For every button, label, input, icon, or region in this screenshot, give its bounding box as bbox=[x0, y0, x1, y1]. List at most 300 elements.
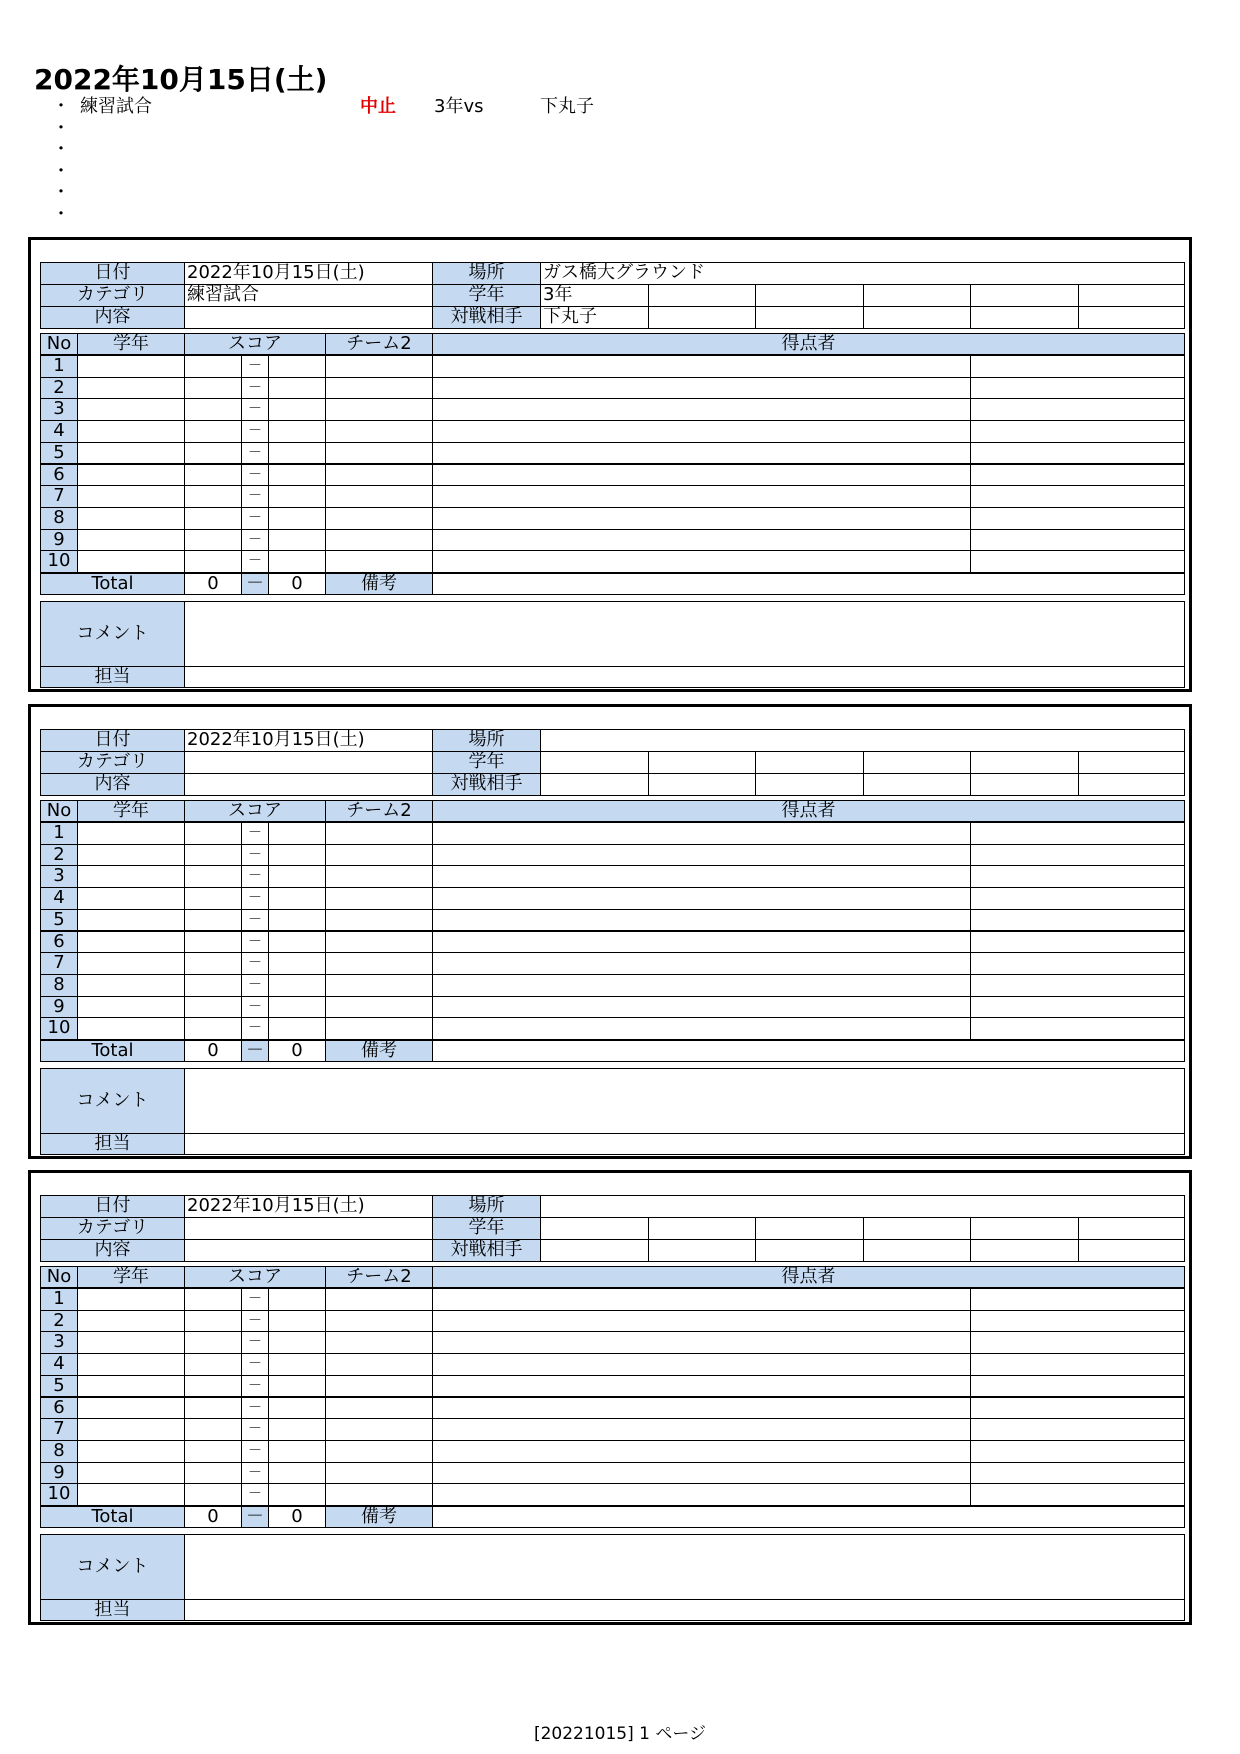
score-right-cell[interactable] bbox=[268, 377, 326, 400]
content-value[interactable] bbox=[184, 773, 433, 796]
score-right-cell[interactable] bbox=[268, 550, 326, 573]
opponent-extra-cell[interactable] bbox=[863, 306, 971, 329]
team2-cell[interactable] bbox=[325, 865, 433, 888]
comment-value[interactable] bbox=[184, 601, 1185, 667]
category-label: カテゴリ bbox=[40, 751, 185, 774]
scorer-cell[interactable] bbox=[432, 887, 971, 910]
grade-cell[interactable] bbox=[77, 1017, 185, 1040]
content-value[interactable] bbox=[184, 1239, 433, 1262]
grade-cell[interactable] bbox=[77, 887, 185, 910]
scorer-cell[interactable] bbox=[432, 865, 971, 888]
team2-cell[interactable] bbox=[325, 952, 433, 975]
opponent-extra-cell[interactable] bbox=[970, 773, 1079, 796]
score-right-cell[interactable] bbox=[268, 1288, 326, 1311]
team2-cell[interactable] bbox=[325, 1310, 433, 1333]
opponent-label: 対戦相手 bbox=[432, 1239, 541, 1262]
category-value[interactable]: 練習試合 bbox=[184, 284, 433, 307]
team2-cell[interactable] bbox=[325, 931, 433, 954]
grade-cell[interactable] bbox=[77, 996, 185, 1019]
score-dash: － bbox=[241, 1310, 269, 1333]
score-dash: － bbox=[241, 1483, 269, 1506]
score-left-cell[interactable] bbox=[184, 1310, 242, 1333]
score-dash: － bbox=[241, 1462, 269, 1485]
scorer-cell[interactable] bbox=[432, 420, 971, 443]
scorer-cell[interactable] bbox=[432, 355, 971, 378]
score-left-cell[interactable] bbox=[184, 420, 242, 443]
grade-cell[interactable] bbox=[77, 952, 185, 975]
scorer-extra-cell[interactable] bbox=[970, 355, 1185, 378]
content-value[interactable] bbox=[184, 306, 433, 329]
grade-value[interactable] bbox=[540, 1217, 649, 1240]
opponent-extra-cell[interactable] bbox=[1078, 1239, 1185, 1262]
team2-cell[interactable] bbox=[325, 355, 433, 378]
score-right-cell[interactable] bbox=[268, 1462, 326, 1485]
scorer-extra-cell[interactable] bbox=[970, 420, 1185, 443]
no-header: No bbox=[40, 1266, 78, 1288]
remarks-label: 備考 bbox=[325, 573, 433, 595]
grade-cell[interactable] bbox=[77, 442, 185, 465]
opponent-value[interactable]: 下丸子 bbox=[540, 306, 649, 329]
team2-cell[interactable] bbox=[325, 507, 433, 530]
score-right-cell[interactable] bbox=[268, 485, 326, 508]
team2-cell[interactable] bbox=[325, 529, 433, 552]
scorer-extra-cell[interactable] bbox=[970, 931, 1185, 954]
scorer-cell[interactable] bbox=[432, 1353, 971, 1376]
score-left-cell[interactable] bbox=[184, 974, 242, 997]
date-label: 日付 bbox=[40, 729, 185, 752]
opponent-extra-cell[interactable] bbox=[648, 773, 756, 796]
bullet-list bbox=[52, 96, 852, 225]
scorer-cell[interactable] bbox=[432, 952, 971, 975]
score-left-cell[interactable] bbox=[184, 952, 242, 975]
score-dash: － bbox=[241, 865, 269, 888]
scorer-extra-cell[interactable] bbox=[970, 1418, 1185, 1441]
scorer-extra-cell[interactable] bbox=[970, 1017, 1185, 1040]
scorer-extra-cell[interactable] bbox=[970, 442, 1185, 465]
date-label: 日付 bbox=[40, 262, 185, 285]
no-header: No bbox=[40, 333, 78, 355]
score-right-cell[interactable] bbox=[268, 420, 326, 443]
score-right-cell[interactable] bbox=[268, 865, 326, 888]
scorer-cell[interactable] bbox=[432, 1017, 971, 1040]
scorer-cell[interactable] bbox=[432, 377, 971, 400]
score-dash: － bbox=[241, 952, 269, 975]
score-left-cell[interactable] bbox=[184, 1017, 242, 1040]
grade-cell[interactable] bbox=[77, 1310, 185, 1333]
scorer-cell[interactable] bbox=[432, 996, 971, 1019]
grade-extra-cell[interactable] bbox=[755, 1217, 864, 1240]
scorer-cell[interactable] bbox=[432, 1331, 971, 1354]
team2-cell[interactable] bbox=[325, 887, 433, 910]
row-number: 7 bbox=[40, 1418, 78, 1441]
grade-cell[interactable] bbox=[77, 550, 185, 573]
team2-cell[interactable] bbox=[325, 822, 433, 845]
scorer-extra-cell[interactable] bbox=[970, 887, 1185, 910]
grade-cell[interactable] bbox=[77, 420, 185, 443]
place-value[interactable] bbox=[540, 729, 1185, 752]
grade-cell[interactable] bbox=[77, 931, 185, 954]
team2-cell[interactable] bbox=[325, 1331, 433, 1354]
grade-extra-cell[interactable] bbox=[648, 284, 756, 307]
grade-extra-cell[interactable] bbox=[970, 284, 1079, 307]
scorer-cell[interactable] bbox=[432, 442, 971, 465]
row-number: 2 bbox=[40, 1310, 78, 1333]
grade-cell[interactable] bbox=[77, 1462, 185, 1485]
score-left-cell[interactable] bbox=[184, 464, 242, 487]
scorer-cell[interactable] bbox=[432, 1418, 971, 1441]
opponent-extra-cell[interactable] bbox=[648, 1239, 756, 1262]
person-value[interactable] bbox=[184, 1599, 1185, 1621]
score-dash: － bbox=[241, 550, 269, 573]
score-left-cell[interactable] bbox=[184, 865, 242, 888]
total-label: Total bbox=[40, 1040, 185, 1062]
team2-cell[interactable] bbox=[325, 1418, 433, 1441]
score-left-cell[interactable] bbox=[184, 909, 242, 932]
score-left-cell[interactable] bbox=[184, 485, 242, 508]
scorer-cell[interactable] bbox=[432, 1397, 971, 1420]
opponent-extra-cell[interactable] bbox=[863, 773, 971, 796]
score-dash: － bbox=[241, 822, 269, 845]
score-right-cell[interactable] bbox=[268, 1375, 326, 1398]
scorer-cell[interactable] bbox=[432, 909, 971, 932]
score-left-cell[interactable] bbox=[184, 1418, 242, 1441]
row-number: 3 bbox=[40, 398, 78, 421]
scorer-extra-cell[interactable] bbox=[970, 377, 1185, 400]
score-right-cell[interactable] bbox=[268, 931, 326, 954]
content-label: 内容 bbox=[40, 773, 185, 796]
score-left-cell[interactable] bbox=[184, 1483, 242, 1506]
score-left-cell[interactable] bbox=[184, 1462, 242, 1485]
team2-cell[interactable] bbox=[325, 844, 433, 867]
opponent-value[interactable] bbox=[540, 773, 649, 796]
grade-extra-cell[interactable] bbox=[648, 1217, 756, 1240]
score-left-cell[interactable] bbox=[184, 550, 242, 573]
scorer-cell[interactable] bbox=[432, 529, 971, 552]
row-number: 8 bbox=[40, 507, 78, 530]
score-left-cell[interactable] bbox=[184, 887, 242, 910]
score-right-cell[interactable] bbox=[268, 952, 326, 975]
grade-cell[interactable] bbox=[77, 398, 185, 421]
bullet-mark: ・ bbox=[52, 96, 70, 117]
team2-cell[interactable] bbox=[325, 1017, 433, 1040]
score-left-cell[interactable] bbox=[184, 398, 242, 421]
score-dash: － bbox=[241, 1353, 269, 1376]
team2-cell[interactable] bbox=[325, 996, 433, 1019]
scorer-cell[interactable] bbox=[432, 398, 971, 421]
scorer-cell[interactable] bbox=[432, 485, 971, 508]
score-dash: － bbox=[241, 442, 269, 465]
grade-cell[interactable] bbox=[77, 1418, 185, 1441]
score-right-cell[interactable] bbox=[268, 1331, 326, 1354]
row-number: 1 bbox=[40, 1288, 78, 1311]
score-right-cell[interactable] bbox=[268, 1310, 326, 1333]
bullet-mark: ・ bbox=[52, 160, 70, 182]
team2-cell[interactable] bbox=[325, 1353, 433, 1376]
scorer-extra-cell[interactable] bbox=[970, 1483, 1185, 1506]
row-number: 2 bbox=[40, 844, 78, 867]
scorer-extra-cell[interactable] bbox=[970, 485, 1185, 508]
team2-cell[interactable] bbox=[325, 1462, 433, 1485]
scorer-extra-cell[interactable] bbox=[970, 844, 1185, 867]
score-left-cell[interactable] bbox=[184, 1288, 242, 1311]
score-left-cell[interactable] bbox=[184, 1331, 242, 1354]
total-left: 0 bbox=[184, 1040, 242, 1062]
opponent-extra-cell[interactable] bbox=[648, 306, 756, 329]
scorer-extra-cell[interactable] bbox=[970, 1331, 1185, 1354]
grade-cell[interactable] bbox=[77, 464, 185, 487]
score-dash: － bbox=[241, 974, 269, 997]
grade-cell[interactable] bbox=[77, 1288, 185, 1311]
grade-cell[interactable] bbox=[77, 529, 185, 552]
grade-value[interactable] bbox=[540, 751, 649, 774]
grade-cell[interactable] bbox=[77, 909, 185, 932]
score-right-cell[interactable] bbox=[268, 1483, 326, 1506]
team2-cell[interactable] bbox=[325, 909, 433, 932]
score-left-cell[interactable] bbox=[184, 355, 242, 378]
scorer-cell[interactable] bbox=[432, 1440, 971, 1463]
team2-cell[interactable] bbox=[325, 485, 433, 508]
grade-header: 学年 bbox=[77, 333, 185, 355]
scorer-cell[interactable] bbox=[432, 1375, 971, 1398]
score-right-cell[interactable] bbox=[268, 464, 326, 487]
score-right-cell[interactable] bbox=[268, 398, 326, 421]
bullet-item bbox=[52, 139, 852, 161]
scorer-extra-cell[interactable] bbox=[970, 464, 1185, 487]
person-label: 担当 bbox=[40, 1599, 185, 1621]
scorer-extra-cell[interactable] bbox=[970, 398, 1185, 421]
remarks-value[interactable] bbox=[432, 1040, 1185, 1062]
place-value[interactable] bbox=[540, 1195, 1185, 1218]
team2-cell[interactable] bbox=[325, 550, 433, 573]
score-left-cell[interactable] bbox=[184, 529, 242, 552]
scorer-cell[interactable] bbox=[432, 844, 971, 867]
person-label: 担当 bbox=[40, 666, 185, 688]
score-right-cell[interactable] bbox=[268, 1353, 326, 1376]
comment-value[interactable] bbox=[184, 1068, 1185, 1134]
grade-cell[interactable] bbox=[77, 1397, 185, 1420]
bullet-item bbox=[52, 204, 852, 226]
score-right-cell[interactable] bbox=[268, 844, 326, 867]
content-label: 内容 bbox=[40, 306, 185, 329]
scorer-extra-cell[interactable] bbox=[970, 1397, 1185, 1420]
grade-extra-cell[interactable] bbox=[755, 751, 864, 774]
score-right-cell[interactable] bbox=[268, 1440, 326, 1463]
opponent-extra-cell[interactable] bbox=[1078, 306, 1185, 329]
scorer-extra-cell[interactable] bbox=[970, 1353, 1185, 1376]
team2-cell[interactable] bbox=[325, 974, 433, 997]
score-dash: － bbox=[241, 420, 269, 443]
team2-cell[interactable] bbox=[325, 420, 433, 443]
scorer-cell[interactable] bbox=[432, 931, 971, 954]
grade-extra-cell[interactable] bbox=[755, 284, 864, 307]
grade-cell[interactable] bbox=[77, 377, 185, 400]
scorer-cell[interactable] bbox=[432, 464, 971, 487]
grade-extra-cell[interactable] bbox=[970, 751, 1079, 774]
grade-cell[interactable] bbox=[77, 1375, 185, 1398]
comment-value[interactable] bbox=[184, 1534, 1185, 1600]
opponent-extra-cell[interactable] bbox=[1078, 773, 1185, 796]
scorer-extra-cell[interactable] bbox=[970, 822, 1185, 845]
score-left-cell[interactable] bbox=[184, 377, 242, 400]
grade-cell[interactable] bbox=[77, 1353, 185, 1376]
score-right-cell[interactable] bbox=[268, 442, 326, 465]
score-right-cell[interactable] bbox=[268, 355, 326, 378]
bullet-text: 練習試合 bbox=[80, 96, 152, 117]
opponent-extra-cell[interactable] bbox=[755, 773, 864, 796]
match-record-block bbox=[28, 237, 1192, 692]
score-left-cell[interactable] bbox=[184, 1440, 242, 1463]
team2-cell[interactable] bbox=[325, 1288, 433, 1311]
scorer-cell[interactable] bbox=[432, 550, 971, 573]
grade-extra-cell[interactable] bbox=[863, 751, 971, 774]
person-value[interactable] bbox=[184, 1133, 1185, 1155]
team2-cell[interactable] bbox=[325, 464, 433, 487]
grade-cell[interactable] bbox=[77, 1331, 185, 1354]
scorer-cell[interactable] bbox=[432, 1288, 971, 1311]
scorer-extra-cell[interactable] bbox=[970, 865, 1185, 888]
score-right-cell[interactable] bbox=[268, 529, 326, 552]
scorer-extra-cell[interactable] bbox=[970, 974, 1185, 997]
score-left-cell[interactable] bbox=[184, 844, 242, 867]
scorer-extra-cell[interactable] bbox=[970, 529, 1185, 552]
score-dash: － bbox=[241, 529, 269, 552]
team2-cell[interactable] bbox=[325, 1397, 433, 1420]
scorer-extra-cell[interactable] bbox=[970, 1375, 1185, 1398]
score-dash: － bbox=[241, 844, 269, 867]
score-left-cell[interactable] bbox=[184, 931, 242, 954]
scorer-cell[interactable] bbox=[432, 974, 971, 997]
grade-cell[interactable] bbox=[77, 355, 185, 378]
remarks-value[interactable] bbox=[432, 573, 1185, 595]
grade-extra-cell[interactable] bbox=[648, 751, 756, 774]
bullet-mark: ・ bbox=[52, 203, 70, 225]
grade-extra-cell[interactable] bbox=[1078, 751, 1185, 774]
scorer-cell[interactable] bbox=[432, 1310, 971, 1333]
team2-cell[interactable] bbox=[325, 1440, 433, 1463]
score-left-cell[interactable] bbox=[184, 1353, 242, 1376]
scorer-extra-cell[interactable] bbox=[970, 909, 1185, 932]
date-label: 日付 bbox=[40, 1195, 185, 1218]
team2-cell[interactable] bbox=[325, 1483, 433, 1506]
date-value[interactable]: 2022年10月15日(土) bbox=[184, 729, 433, 752]
bullet-opponent: 下丸子 bbox=[540, 96, 594, 117]
score-left-cell[interactable] bbox=[184, 1375, 242, 1398]
opponent-extra-cell[interactable] bbox=[970, 1239, 1079, 1262]
scorer-extra-cell[interactable] bbox=[970, 952, 1185, 975]
grade-cell[interactable] bbox=[77, 1440, 185, 1463]
row-number: 5 bbox=[40, 1375, 78, 1398]
score-left-cell[interactable] bbox=[184, 507, 242, 530]
score-dash: － bbox=[241, 1418, 269, 1441]
grade-extra-cell[interactable] bbox=[863, 1217, 971, 1240]
score-dash: － bbox=[241, 1331, 269, 1354]
grade-value[interactable]: 3年 bbox=[540, 284, 649, 307]
scorer-cell[interactable] bbox=[432, 822, 971, 845]
scorer-cell[interactable] bbox=[432, 507, 971, 530]
score-right-cell[interactable] bbox=[268, 507, 326, 530]
score-dash: － bbox=[241, 996, 269, 1019]
row-number: 9 bbox=[40, 1462, 78, 1485]
grade-cell[interactable] bbox=[77, 485, 185, 508]
scorer-extra-cell[interactable] bbox=[970, 996, 1185, 1019]
opponent-extra-cell[interactable] bbox=[970, 306, 1079, 329]
score-right-cell[interactable] bbox=[268, 822, 326, 845]
scorer-extra-cell[interactable] bbox=[970, 550, 1185, 573]
team2-cell[interactable] bbox=[325, 442, 433, 465]
grade-extra-cell[interactable] bbox=[1078, 284, 1185, 307]
date-value[interactable]: 2022年10月15日(土) bbox=[184, 262, 433, 285]
scorer-extra-cell[interactable] bbox=[970, 1440, 1185, 1463]
grade-cell[interactable] bbox=[77, 822, 185, 845]
score-dash: － bbox=[241, 1017, 269, 1040]
opponent-extra-cell[interactable] bbox=[863, 1239, 971, 1262]
total-right: 0 bbox=[268, 1506, 326, 1528]
bullet-mark: ・ bbox=[52, 139, 70, 160]
score-right-cell[interactable] bbox=[268, 887, 326, 910]
scorer-extra-cell[interactable] bbox=[970, 1288, 1185, 1311]
category-value[interactable] bbox=[184, 1217, 433, 1240]
scorer-extra-cell[interactable] bbox=[970, 507, 1185, 530]
score-right-cell[interactable] bbox=[268, 1418, 326, 1441]
team2-cell[interactable] bbox=[325, 398, 433, 421]
match-record-block bbox=[28, 1170, 1192, 1625]
scorer-cell[interactable] bbox=[432, 1483, 971, 1506]
scorer-cell[interactable] bbox=[432, 1462, 971, 1485]
grade-extra-cell[interactable] bbox=[863, 284, 971, 307]
score-right-cell[interactable] bbox=[268, 974, 326, 997]
score-dash: － bbox=[241, 1288, 269, 1311]
grade-label: 学年 bbox=[432, 284, 541, 307]
grade-cell[interactable] bbox=[77, 844, 185, 867]
score-right-cell[interactable] bbox=[268, 1017, 326, 1040]
score-left-cell[interactable] bbox=[184, 442, 242, 465]
row-number: 4 bbox=[40, 420, 78, 443]
place-value[interactable]: ガス橋大グラウンド bbox=[540, 262, 1185, 285]
scorers-header: 得点者 bbox=[432, 1266, 1185, 1288]
score-dash: － bbox=[241, 464, 269, 487]
grade-extra-cell[interactable] bbox=[1078, 1217, 1185, 1240]
remarks-value[interactable] bbox=[432, 1506, 1185, 1528]
scorer-extra-cell[interactable] bbox=[970, 1462, 1185, 1485]
row-number: 1 bbox=[40, 355, 78, 378]
score-right-cell[interactable] bbox=[268, 996, 326, 1019]
team2-header: チーム2 bbox=[325, 333, 433, 355]
grade-cell[interactable] bbox=[77, 865, 185, 888]
score-left-cell[interactable] bbox=[184, 996, 242, 1019]
date-value[interactable]: 2022年10月15日(土) bbox=[184, 1195, 433, 1218]
grade-cell[interactable] bbox=[77, 974, 185, 997]
opponent-extra-cell[interactable] bbox=[755, 306, 864, 329]
team2-cell[interactable] bbox=[325, 377, 433, 400]
team2-header: チーム2 bbox=[325, 1266, 433, 1288]
row-number: 8 bbox=[40, 1440, 78, 1463]
score-right-cell[interactable] bbox=[268, 1397, 326, 1420]
opponent-extra-cell[interactable] bbox=[755, 1239, 864, 1262]
opponent-value[interactable] bbox=[540, 1239, 649, 1262]
team2-cell[interactable] bbox=[325, 1375, 433, 1398]
score-dash: － bbox=[241, 887, 269, 910]
score-left-cell[interactable] bbox=[184, 822, 242, 845]
person-value[interactable] bbox=[184, 666, 1185, 688]
grade-cell[interactable] bbox=[77, 507, 185, 530]
grade-extra-cell[interactable] bbox=[970, 1217, 1079, 1240]
score-left-cell[interactable] bbox=[184, 1397, 242, 1420]
remarks-label: 備考 bbox=[325, 1040, 433, 1062]
scorer-extra-cell[interactable] bbox=[970, 1310, 1185, 1333]
category-value[interactable] bbox=[184, 751, 433, 774]
score-right-cell[interactable] bbox=[268, 909, 326, 932]
grade-cell[interactable] bbox=[77, 1483, 185, 1506]
